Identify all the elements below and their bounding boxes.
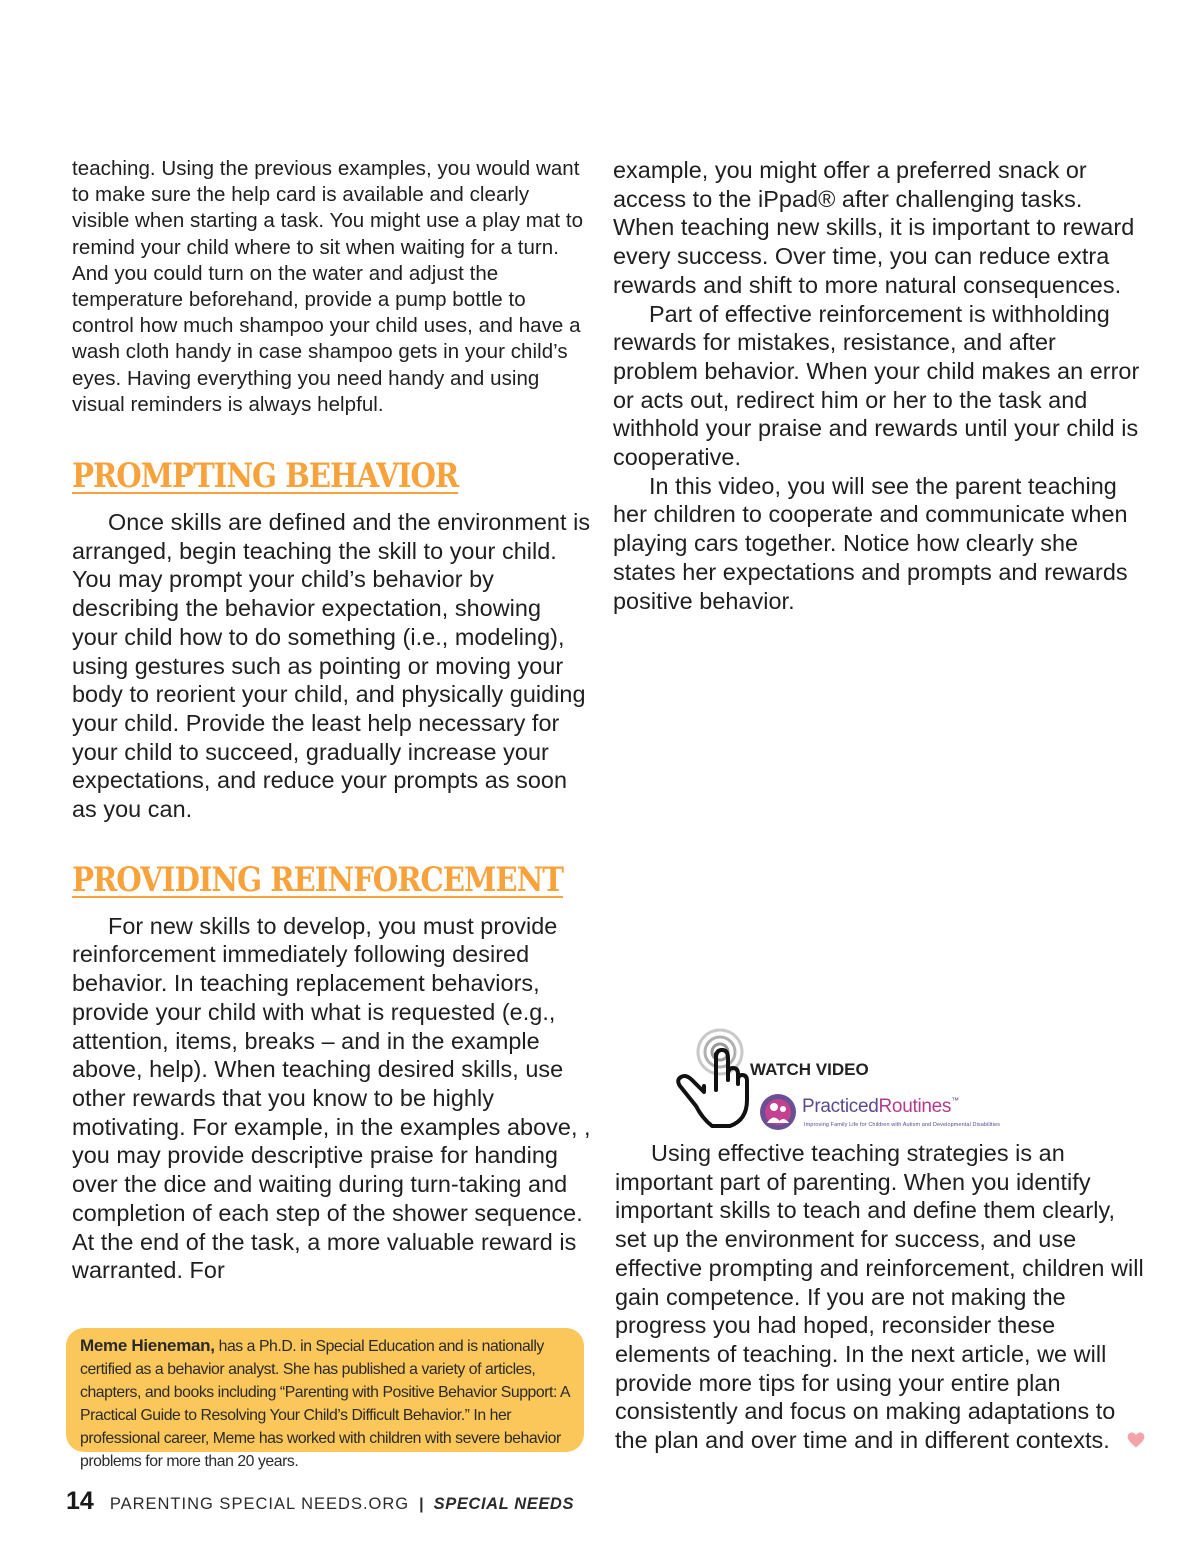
author-bio-box	[66, 1328, 584, 1470]
closing-block	[615, 1139, 1150, 1455]
watch-video-link[interactable]	[672, 1028, 1000, 1138]
page-footer	[66, 1487, 574, 1521]
heart-icon	[1126, 1430, 1146, 1450]
right-column	[613, 156, 1143, 615]
logo-word-practiced: Practiced	[802, 1096, 879, 1117]
magazine-name: SPECIAL NEEDS	[433, 1495, 575, 1513]
author-bio: has a Ph.D. in Special Education and is nationally certified as a behavior analyst. She has published a variety of articles, chapters, and books including “Parenting with Positive Behavior Support: A Practical Guide to Resolving Your Child’s Difficult Behavior.” In her professional career, Meme has worked with children with severe behavior problems for more than 20 years.	[80, 1338, 570, 1470]
practiced-routines-logo	[758, 1090, 1000, 1134]
prompting-behavior-heading: PROMPTING BEHAVIOR	[72, 456, 459, 497]
right-paragraph-3: In this video, you will see the parent teaching her children to cooperate and communicate when playing cars together. Notice how clearly she states her expectations and prompts and rewards positive behavior.	[613, 472, 1128, 614]
logo-tagline: Improving Family Life for Children with Autism and Developmental Disabilities	[804, 1122, 1000, 1128]
page-number: 14	[66, 1487, 94, 1515]
logo-wordmark	[802, 1096, 959, 1118]
intro-paragraph: teaching. Using the previous examples, you would want to make sure the help card is available and clearly visible when starting a task. You might use a play mat to remind your child where to sit when waiting for a turn. And you could turn on the water and adjust the temperature beforehand, provide a pump bottle to control how much shampoo your child uses, and have a wash cloth handy in case shampoo gets in your child’s eyes. Having everything you need handy and using visual reminders is always helpful.	[72, 157, 584, 416]
hand-tap-icon	[672, 1028, 752, 1132]
prompting-behavior-paragraph: Once skills are defined and the environment is arranged, begin teaching the skill to your child. You may prompt your child’s behavior by describing the behavior expectation, showing your child how to do something (i.e., modeling), using gestures such as pointing or moving your body to reorient your child, and physically guiding your child. Provide the least help necessary for your child to succeed, gradually increase your expectations, and reduce your prompts as soon as you can.	[72, 509, 591, 823]
right-paragraph-2: Part of effective reinforcement is withholding rewards for mistakes, resistance, and after problem behavior. When your child makes an error or acts out, redirect him or her to the task and withhold your praise and rewards until your child is cooperative.	[613, 300, 1140, 471]
closing-paragraph: Using effective teaching strategies is an important part of parenting. When you identify important skills to teach and define them clearly, set up the environment for success, and use effective prompting and reinforcement, children will gain competence. If you are not making the progress you had hoped, reconsider these elements of teaching. In the next article, we will provide more tips for using your entire plan consistently and focus on making adaptations to the plan and over time and in different contexts.	[615, 1140, 1144, 1454]
author-name: Meme Hieneman,	[80, 1336, 215, 1355]
footer-separator: |	[419, 1496, 424, 1513]
right-paragraph-1: example, you might offer a preferred snack or access to the iPpad® after challenging tasks. When teaching new skills, it is important to reward every success. Over time, you can reduce extra rewards and shift to more natural consequences.	[613, 157, 1135, 298]
watch-video-label[interactable]: WATCH VIDEO	[750, 1060, 869, 1079]
logo-word-routines: Routines	[878, 1096, 952, 1117]
providing-reinforcement-paragraph: For new skills to develop, you must provide reinforcement immediately following desired behavior. In teaching replacement behaviors, provide your child with what is requested (e.g., attention, items, breaks – and in the example above, help). When teaching desired skills, use other rewards that you know to be highly motivating. For example, in the examples above, , you may provide descriptive praise for handing over the dice and waiting during turn-taking and completion of each step of the shower sequence. At the end of the task, a more valuable reward is warranted. For	[72, 912, 591, 1284]
providing-reinforcement-heading: PROVIDING REINFORCEMENT	[72, 859, 564, 900]
left-column	[72, 156, 592, 1285]
publication-name: PARENTING SPECIAL NEEDS.ORG	[109, 1495, 410, 1513]
family-logo-icon	[758, 1092, 798, 1132]
logo-trademark: ™	[951, 1096, 959, 1105]
